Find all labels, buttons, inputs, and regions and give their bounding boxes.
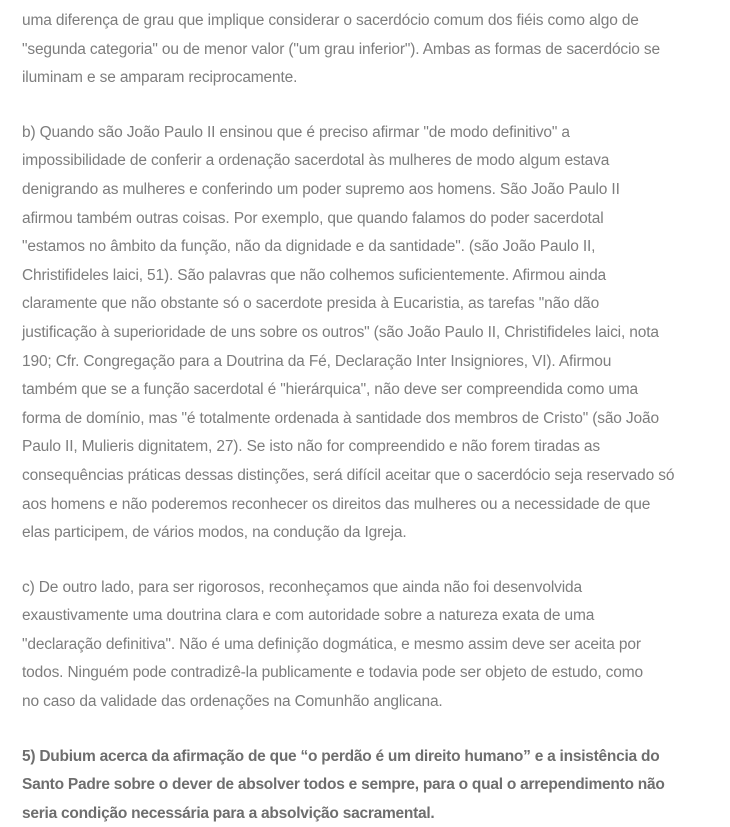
text-line: aos homens e não poderemos reconhecer os direitos das mulheres ou a necessidade de que (22, 495, 651, 513)
text-line: 5) Dubium acerca da afirmação de que “o perdão é um direito humano” e a insistência do (22, 747, 660, 765)
paragraph-item-c (22, 574, 714, 717)
text-line: 190; Cfr. Congregação para a Doutrina da Fé, Declaração Inter Insigniores, VI). Afirmou (22, 352, 612, 370)
text-line: b) Quando são João Paulo II ensinou que é preciso afirmar "de modo definitivo" a (22, 123, 570, 141)
text-line: "declaração definitiva". Não é uma definição dogmática, e mesmo assim deve ser aceita por (22, 635, 641, 653)
text-line: exaustivamente uma doutrina clara e com autoridade sobre a natureza exata de uma (22, 607, 595, 625)
text-line: "estamos no âmbito da função, não da dignidade e da santidade". (são João Paulo II, (22, 238, 596, 256)
text-line: elas participem, de vários modos, na condução da Igreja. (22, 524, 407, 542)
text-line: forma de domínio, mas "é totalmente ordenada à santidade dos membros de Cristo" (são João (22, 409, 659, 427)
paragraph-item-b (22, 119, 714, 548)
text-line: todos. Ninguém pode contradizê-la publicamente e todavia pode ser objeto de estudo, como (22, 664, 643, 682)
text-line: seria condição necessária para a absolvição sacramental. (22, 804, 435, 822)
text-line: Santo Padre sobre o dever de absolver todos e sempre, para o qual o arrependimento não (22, 776, 665, 794)
paragraph-intro (22, 7, 714, 93)
paragraph-dubium-5 (22, 743, 714, 827)
text-line: "segunda categoria" ou de menor valor ("um grau inferior"). Ambas as formas de sacerdócio se (22, 40, 661, 58)
text-line: justificação à superioridade de uns sobre os outros" (são João Paulo II, Christifideles laici, nota (22, 323, 659, 341)
text-line: também que se a função sacerdotal é "hierárquica", não deve ser compreendida como uma (22, 381, 639, 399)
text-line: consequências práticas dessas distinções, será difícil aceitar que o sacerdócio seja reservado só (22, 466, 675, 484)
text-line: uma diferença de grau que implique considerar o sacerdócio comum dos fiéis como algo de (22, 12, 639, 29)
text-line: Christifideles laici, 51). São palavras que não colhemos suficientemente. Afirmou ainda (22, 266, 607, 284)
text-line: claramente que não obstante só o sacerdote presida à Eucaristia, as tarefas "não dão (22, 295, 600, 313)
text-line: impossibilidade de conferir a ordenação sacerdotal às mulheres de modo algum estava (22, 152, 610, 170)
text-line: c) De outro lado, para ser rigorosos, reconheçamos que ainda não foi desenvolvida (22, 578, 582, 596)
text-line: afirmou também outras coisas. Por exemplo, que quando falamos do poder sacerdotal (22, 209, 604, 227)
text-line: denigrando as mulheres e conferindo um poder supremo aos homens. São João Paulo II (22, 180, 620, 198)
text-line: iluminam e se amparam reciprocamente. (22, 69, 298, 87)
text-line: no caso da validade das ordenações na Comunhão anglicana. (22, 693, 443, 711)
text-line: Paulo II, Mulieris dignitatem, 27). Se isto não for compreendido e não forem tiradas as (22, 438, 600, 456)
